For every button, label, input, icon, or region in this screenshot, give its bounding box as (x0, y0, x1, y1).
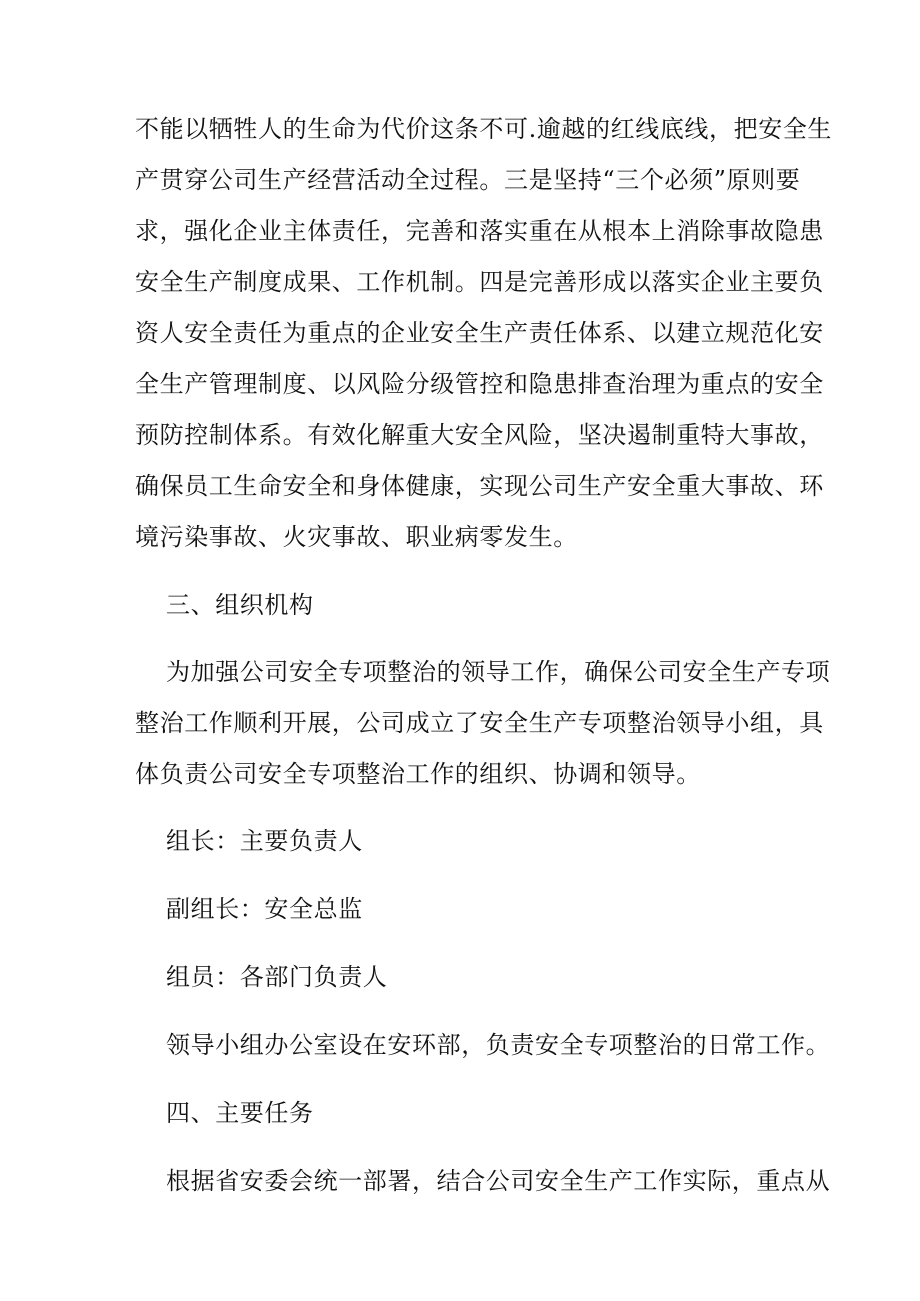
paragraph-line: 确保员工生命安全和身体健康，实现公司生产安全重大事故、环 (135, 472, 824, 500)
paragraph-line: 求，强化企业主体责任，完善和落实重在从根本上消除事故隐患 (135, 217, 824, 245)
office-line: 领导小组办公室设在安环部，负责安全专项整治的日常工作。 (166, 1031, 831, 1059)
paragraph-line: 根据省安委会统一部署，结合公司安全生产工作实际，重点从 (166, 1167, 831, 1195)
leader-line: 组长：主要负责人 (166, 827, 363, 855)
section-heading-tasks: 四、主要任务 (166, 1099, 314, 1127)
section-heading-organization: 三、组织机构 (166, 591, 314, 619)
paragraph-line: 预防控制体系。有效化解重大安全风险，坚决遏制重特大事故， (135, 421, 824, 449)
members-line: 组员：各部门负责人 (166, 963, 388, 991)
paragraph-line: 不能以牺牲人的生命为代价这条不可.逾越的红线底线，把安全生 (135, 115, 833, 143)
paragraph-line: 体负责公司安全专项整治工作的组织、协调和领导。 (135, 760, 701, 788)
paragraph-line: 境污染事故、火灾事故、职业病零发生。 (135, 523, 578, 551)
paragraph-line: 安全生产制度成果、工作机制。四是完善形成以落实企业主要负 (135, 268, 824, 296)
paragraph-line: 产贯穿公司生产经营活动全过程。三是坚持“三个必须”原则要 (135, 166, 801, 194)
paragraph-line: 资人安全责任为重点的企业安全生产责任体系、以建立规范化安 (135, 319, 824, 347)
paragraph-line: 整治工作顺利开展，公司成立了安全生产专项整治领导小组，具 (135, 709, 824, 737)
paragraph-line: 为加强公司安全专项整治的领导工作，确保公司安全生产专项 (166, 658, 831, 686)
deputy-leader-line: 副组长：安全总监 (166, 895, 363, 923)
paragraph-line: 全生产管理制度、以风险分级管控和隐患排查治理为重点的安全 (135, 370, 824, 398)
